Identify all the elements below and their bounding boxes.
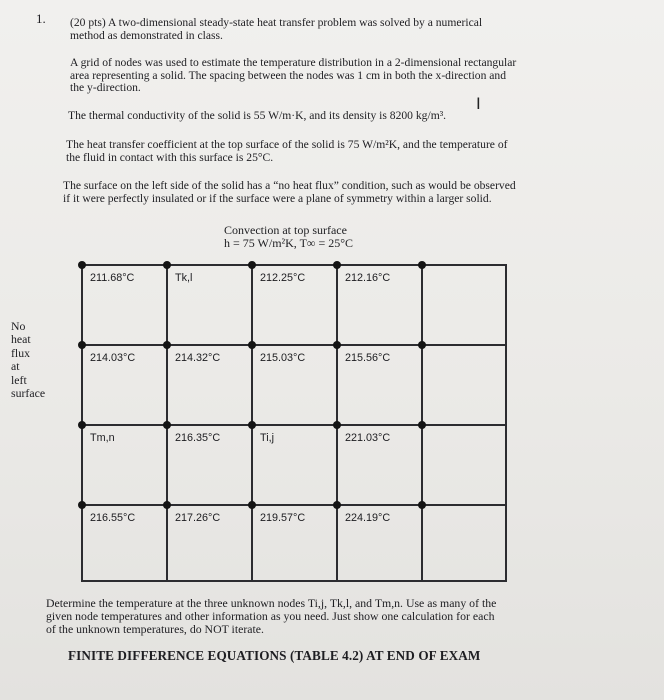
- grid-node: [163, 341, 171, 349]
- grid-node: [418, 341, 426, 349]
- instruction-line: of the unknown temperatures, do NOT iterate.: [46, 622, 264, 637]
- node-temperature-label: 212.16°C: [345, 272, 391, 284]
- grid-vertical-line: [505, 264, 507, 582]
- grid-node: [163, 421, 171, 429]
- node-temperature-label: Ti,j: [260, 432, 274, 444]
- node-temperature-label: 217.26°C: [175, 512, 221, 524]
- node-temperature-label: 216.35°C: [175, 432, 221, 444]
- finite-difference-footer: FINITE DIFFERENCE EQUATIONS (TABLE 4.2) AT END OF EXAM: [68, 648, 481, 663]
- grid-node: [78, 421, 86, 429]
- node-temperature-label: 221.03°C: [345, 432, 391, 444]
- node-grid: [81, 264, 507, 582]
- grid-node: [163, 501, 171, 509]
- side-label-word: flux: [11, 345, 31, 360]
- instruction-line: Determine the temperature at the three unknown nodes Ti,j, Tk,l, and Tm,n. Use as many of the: [46, 596, 497, 610]
- grid-horizontal-line: [81, 264, 507, 266]
- instruction-line: given node temperatures and other information as you need. Just show one calculation for each: [46, 609, 495, 624]
- text-cursor-icon: I: [476, 94, 481, 113]
- node-temperature-label: 216.55°C: [90, 512, 136, 524]
- grid-node: [78, 341, 86, 349]
- side-label-word: No: [11, 319, 26, 333]
- problem-header: [70, 17, 482, 42]
- grid-node: [333, 261, 341, 269]
- grid-description: [70, 57, 516, 95]
- left-surface-line: The surface on the left side of the solid has a “no heat flux” condition, such as would be observed: [63, 179, 516, 192]
- grid-node: [248, 501, 256, 509]
- node-temperature-label: 224.19°C: [345, 512, 391, 524]
- grid-node: [163, 261, 171, 269]
- node-temperature-label: 219.57°C: [260, 512, 306, 524]
- convection-label-line: h = 75 W/m²K, T∞ = 25°C: [224, 236, 354, 250]
- left-surface-line: if it were perfectly insulated or if the surface were a plane of symmetry within a larger solid.: [63, 191, 492, 205]
- convection-line: the fluid in contact with this surface is 25°C.: [66, 150, 274, 164]
- convection-line: The heat transfer coefficient at the top surface of the solid is 75 W/m²K, and the temperature of: [66, 138, 508, 151]
- grid-node: [418, 501, 426, 509]
- side-label-word: surface: [11, 386, 46, 401]
- grid-node: [248, 261, 256, 269]
- convection-label-line: Convection at top surface: [224, 223, 347, 237]
- grid-node: [333, 501, 341, 509]
- no-heat-flux-label: [11, 320, 45, 400]
- node-temperature-label: Tm,n: [90, 432, 115, 444]
- node-temperature-label: Tk,l: [175, 272, 193, 284]
- grid-node: [418, 421, 426, 429]
- grid-node: [248, 421, 256, 429]
- description-line: the y-direction.: [70, 81, 141, 95]
- side-label-word: heat: [11, 332, 31, 347]
- header-line: method as demonstrated in class.: [70, 28, 223, 42]
- conductivity-line: The thermal conductivity of the solid is 55 W/m·K, and its density is 8200 kg/m³.: [68, 109, 447, 122]
- node-temperature-label: 215.03°C: [260, 352, 306, 364]
- description-line: A grid of nodes was used to estimate the temperature distribution in a 2-dimensional rectangular: [70, 56, 517, 69]
- convection-label: [224, 224, 353, 250]
- side-label-word: left: [11, 372, 27, 387]
- grid-node: [78, 261, 86, 269]
- grid-horizontal-line: [81, 424, 507, 426]
- grid-node: [333, 341, 341, 349]
- instructions: [46, 597, 496, 637]
- grid-horizontal-line: [81, 580, 507, 582]
- node-temperature-label: 215.56°C: [345, 352, 391, 364]
- grid-node: [248, 341, 256, 349]
- conductivity-text: [68, 110, 446, 123]
- grid-node: [333, 421, 341, 429]
- left-surface-text: [63, 180, 516, 205]
- convection-text: [66, 139, 508, 164]
- side-label-word: at: [11, 359, 20, 374]
- grid-horizontal-line: [81, 344, 507, 346]
- header-line: (20 pts) A two-dimensional steady-state heat transfer problem was solved by a numerical: [70, 16, 483, 29]
- grid-node: [78, 501, 86, 509]
- node-temperature-label: 212.25°C: [260, 272, 306, 284]
- node-temperature-label: 214.03°C: [90, 352, 136, 364]
- grid-horizontal-line: [81, 504, 507, 506]
- grid-node: [418, 261, 426, 269]
- question-number: 1.: [36, 11, 46, 26]
- description-line: area representing a solid. The spacing between the nodes was 1 cm in both the x-direction and: [70, 68, 507, 82]
- node-temperature-label: 214.32°C: [175, 352, 221, 364]
- node-temperature-label: 211.68°C: [90, 272, 135, 284]
